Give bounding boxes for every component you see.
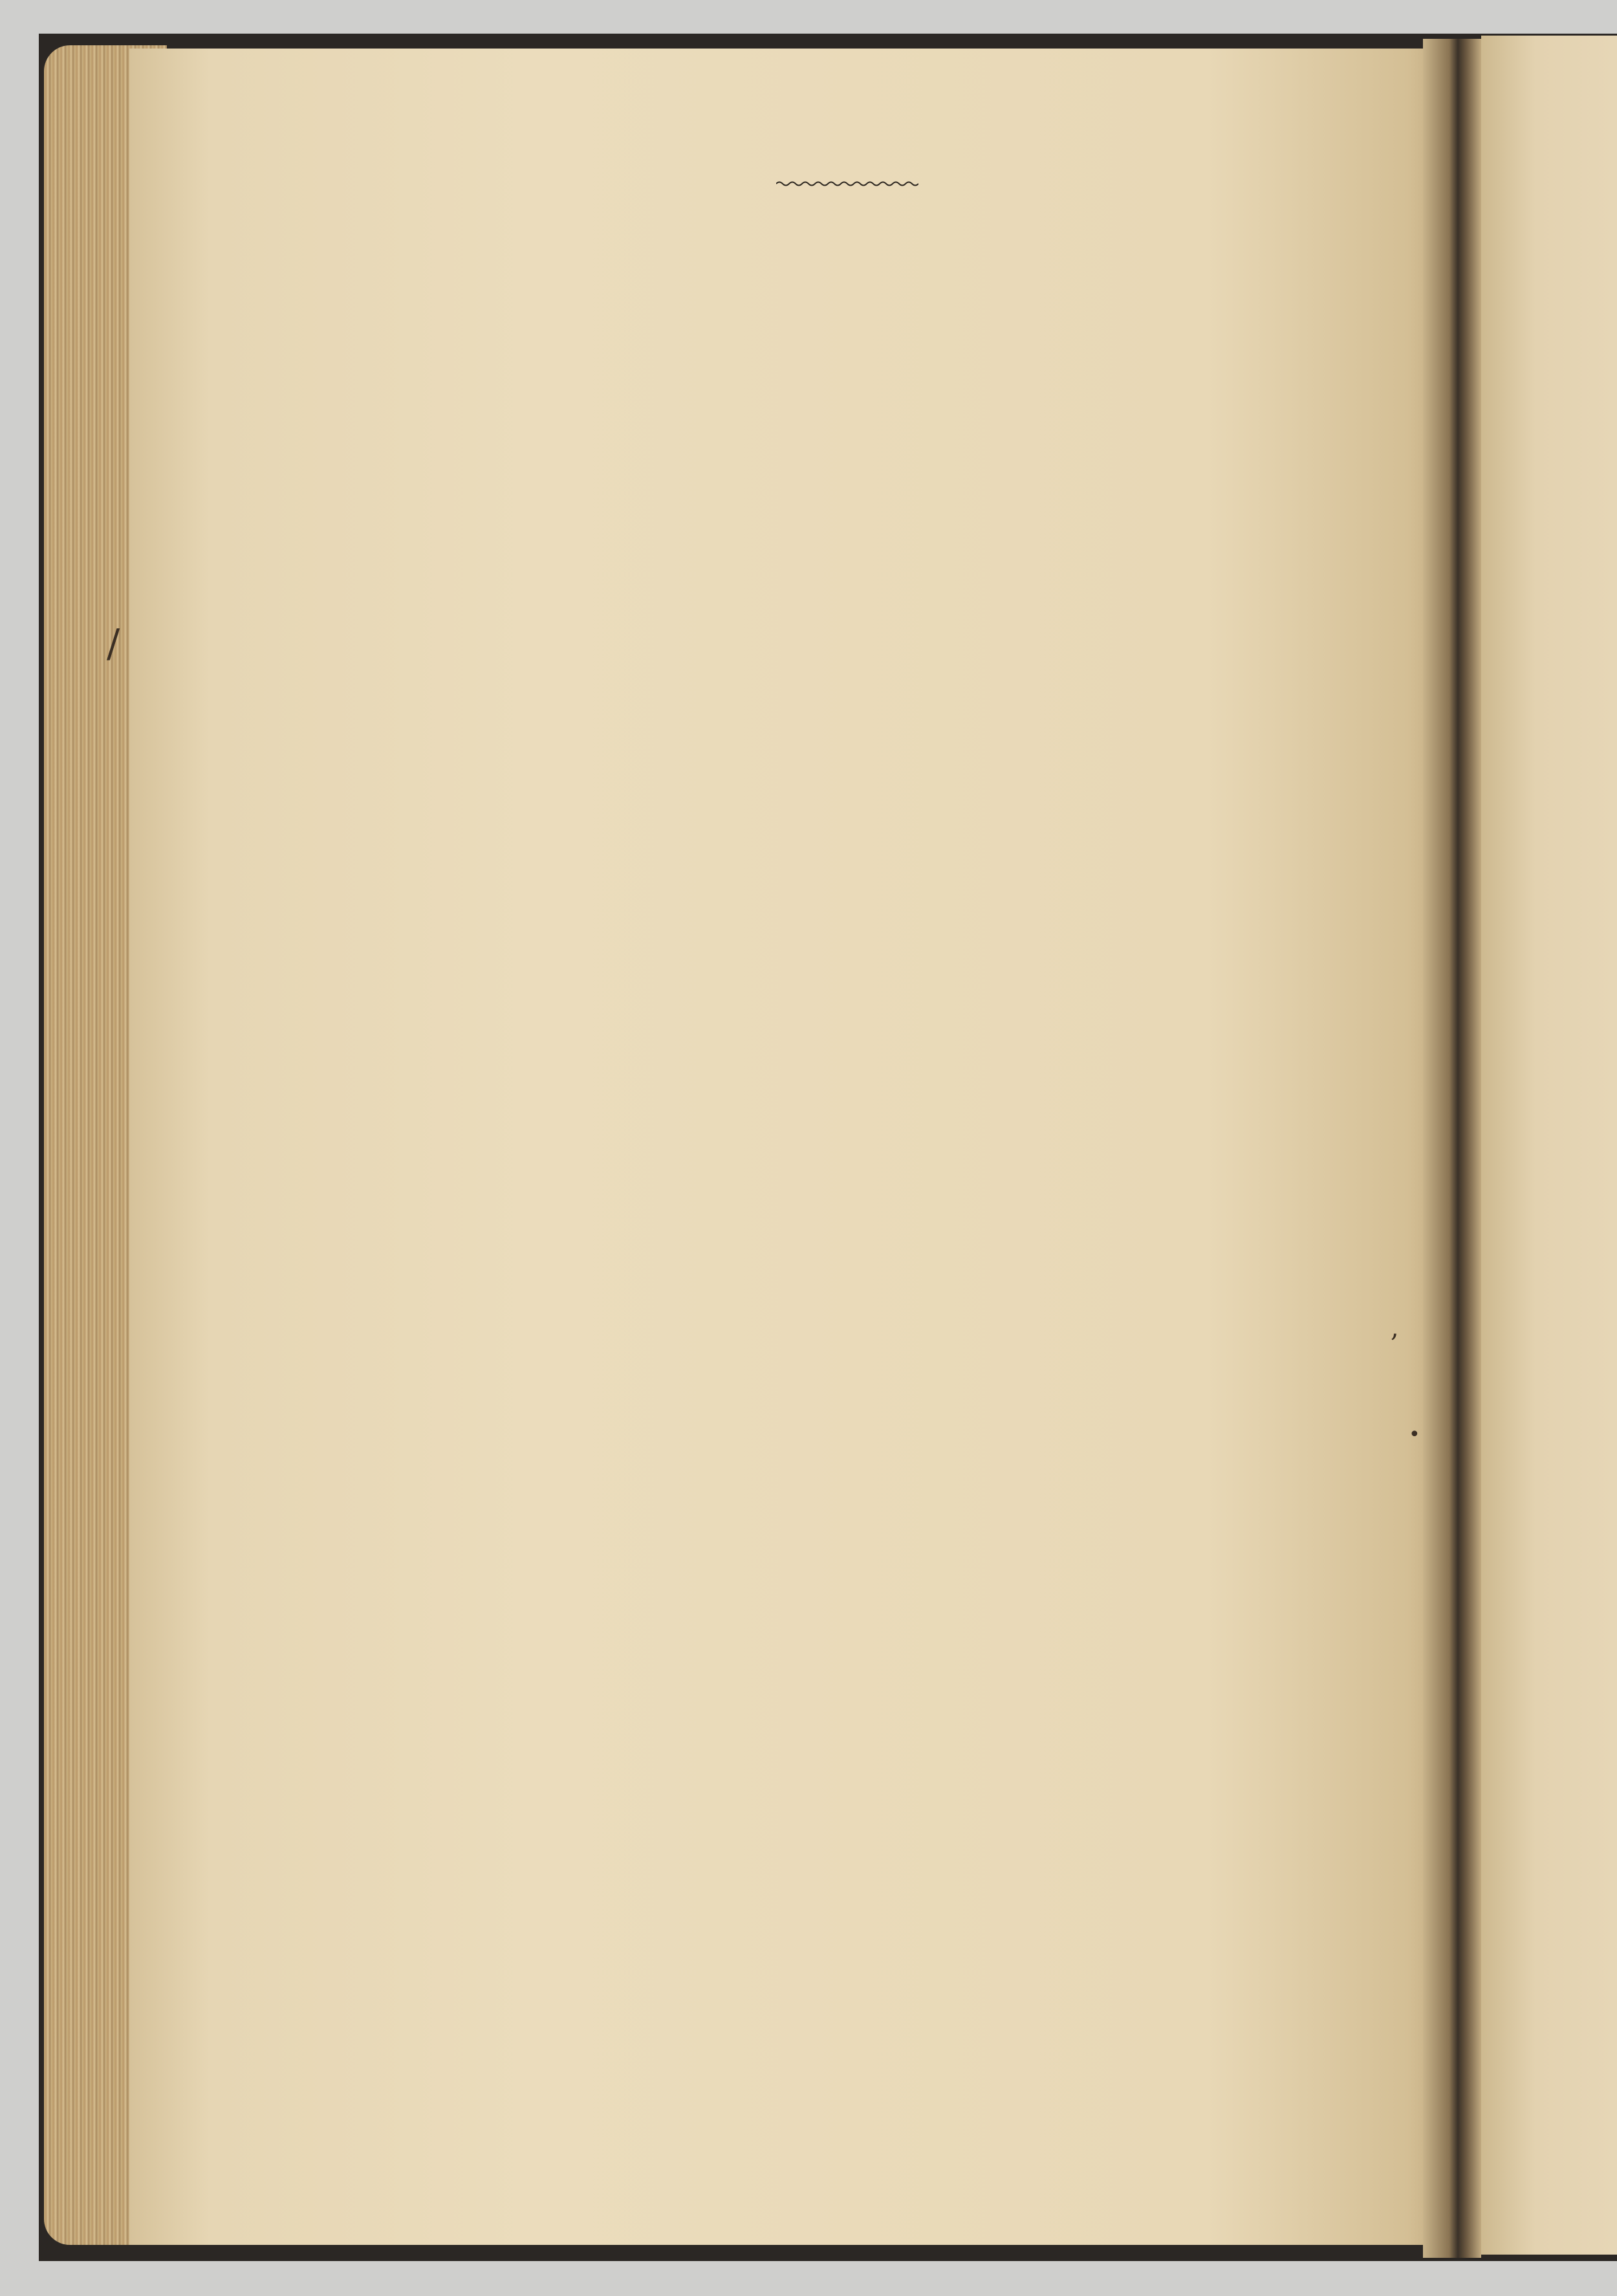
book-gutter: [1423, 39, 1481, 2258]
facing-page: [1481, 36, 1617, 2255]
ornament-rule: [776, 179, 918, 188]
ink-speck: •: [1409, 1423, 1420, 1446]
margin-mark: /: [107, 621, 120, 666]
ink-speck: ,: [1391, 1313, 1399, 1343]
left-page: [129, 49, 1475, 2245]
